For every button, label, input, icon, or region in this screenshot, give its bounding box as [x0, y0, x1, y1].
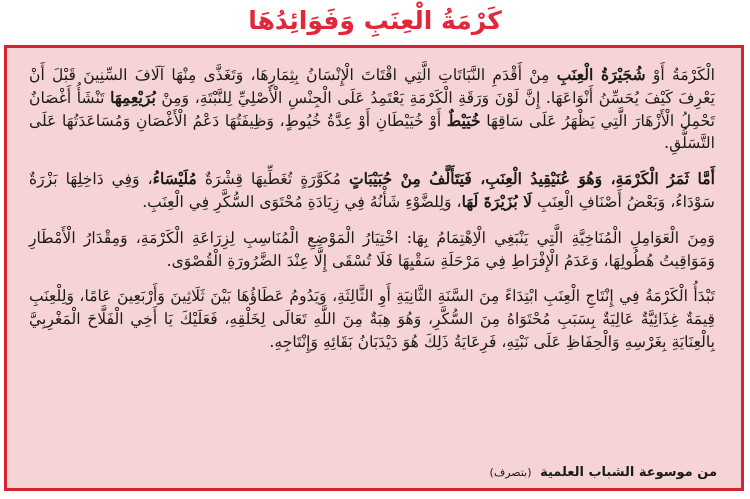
p2-bold-a: أَمَّا ثَمَرُ الْكَرْمَةِ، وَهُوَ عُنَيْقِيدُ الْعِنَبِ، فَيَتَأَلَّفُ مِنْ حُبَيْبَاتٍ [348, 169, 715, 189]
p1-bold-a: شُجَيْرَةُ الْعِنَبِ [556, 65, 646, 84]
p2-text-a: مُكَوَّرَةٍ تُغَطِّيهَا قِشْرَةٌ [196, 170, 349, 189]
p1-bold-c: خُيَيْطٌ [446, 110, 481, 130]
p2-text-c: ، وَلِلضَّوْءِ شَأْنُهُ فِي زِيَادَةِ مُحْتَوَى السُّكَّرِ فِي الْعِنَبِ. [142, 192, 462, 211]
p2-bold-b: مُلَيْسَاءُ [152, 169, 197, 189]
text-panel [4, 45, 744, 491]
p1-bold-b: بُرَيْعِمِهَا [110, 87, 156, 107]
page-title: كَرْمَةُ الْعِنَبِ وَفَوَائِدُهَا [248, 6, 502, 35]
p1-text-b: مِنْ أَقْدَمِ النَّبَاتَاتِ الَّتِي اقْتَاتَ الْإِنْسَانُ بِثِمَارِهَا، وَتَغَذَّى مِنْهَا آلَافَ السِّنِينَ قَبْلَ أَنْ يَعْرِفَ كَيْفَ يُحَسِّنُ أَنْوَاعَهَا. إِنَّ لَوْنَ وَرَقَةِ الْكَرْمَةِ يَعْتَمِدُ عَلَى الْجِنْسِ الْأَصْلِيِّ لِلنَّبْتَةِ، وَمِنْ [29, 66, 715, 107]
paragraph-3: وَمِنَ الْعَوَامِلِ الْمُنَاخِيَّةِ الَّتِي يَنْبَغِي الْاِهْتِمَامُ بِهَا: اخْتِيَارُ الْمَوْضِعِ الْمُنَاسِبِ لِزِرَاعَةِ الْكَرْمَةِ، وَمِقْدَارُ الْأَمْطَارِ وَمَوَاقِيتُ هُطُولِهَا، وَعَدَمُ الْإِفْرَاطِ فِي مَرْحَلَةِ سَقْيِهَا فَلَا تُسْقَى إِلَّا عِنْدَ الضَّرُورَةِ الْقُصْوَى. [29, 228, 715, 270]
p1-text-c: تَنْشَأُ أَغْصَانٌ تَحْمِلُ الْأَزْهَارَ الَّتِي يَظْهَرُ عَلَى سَاقِهَا [29, 88, 715, 130]
paragraph-2 [29, 168, 715, 214]
p1-text-d: أَوْ خُيَيْطَانِ أَوْ عِدَّةُ خُيُوطٍ، وَظِيفَتُهَا دَعْمُ الْأَغْصَانِ وَمُسَاعَدَتُهَا عَلَى التَّسَلُّقِ. [29, 111, 715, 153]
p2-bold-c: لَا بُزَيْرَةَ لَهَا [461, 191, 533, 211]
source-text: من موسوعة الشباب العلمية [540, 465, 717, 480]
source-citation [490, 465, 717, 480]
p1-text-a: الْكَرْمَةُ أَوْ [645, 66, 715, 84]
paragraph-1 [29, 64, 715, 155]
p2-text-b: ، وَفِي دَاخِلِهَا بَزْرَةٌ سَوْدَاءُ، وَبَعْضُ أَصْنَافِ الْعِنَبِ [29, 170, 715, 211]
source-note: (بتصرف) [489, 466, 532, 479]
paragraph-4: تَبْدَأُ الْكَرْمَةُ فِي إِنْتَاجِ الْعِنَبِ ابْتِدَاءً مِنَ السَّنَةِ الثَّانِيَةِ أَوِ الثَّالِثَةِ، وَيَدُومُ عَطَاؤُهَا بَيْنَ ثَلَاثِينَ وَأَرْبَعِينَ عَامًا، وَلِلْعِنَبِ قِيمَةٌ غِذَائِيَّةٌ عَالِيَةٌ بِسَبَبِ مُحْتَوَاهُ مِنَ السُّكَّرِ، وَهُوَ هِبَةٌ مِنَ اللَّهِ تَعَالَى لِخَلْقِهِ، فَعَلَيْكَ يَا أَخِي الْفَلَّاحَ الْمَغْرِبِيَّ بِالْعِنَايَةِ بِغَرْسِهِ وَالْحِفَاظِ عَلَى نَبْتِهِ، فَرِعَايَةُ ذَلِكَ هُوَ دَيْدَبَانُ بَقَائِهِ وَإِنْتَاجِهِ. [29, 287, 715, 351]
